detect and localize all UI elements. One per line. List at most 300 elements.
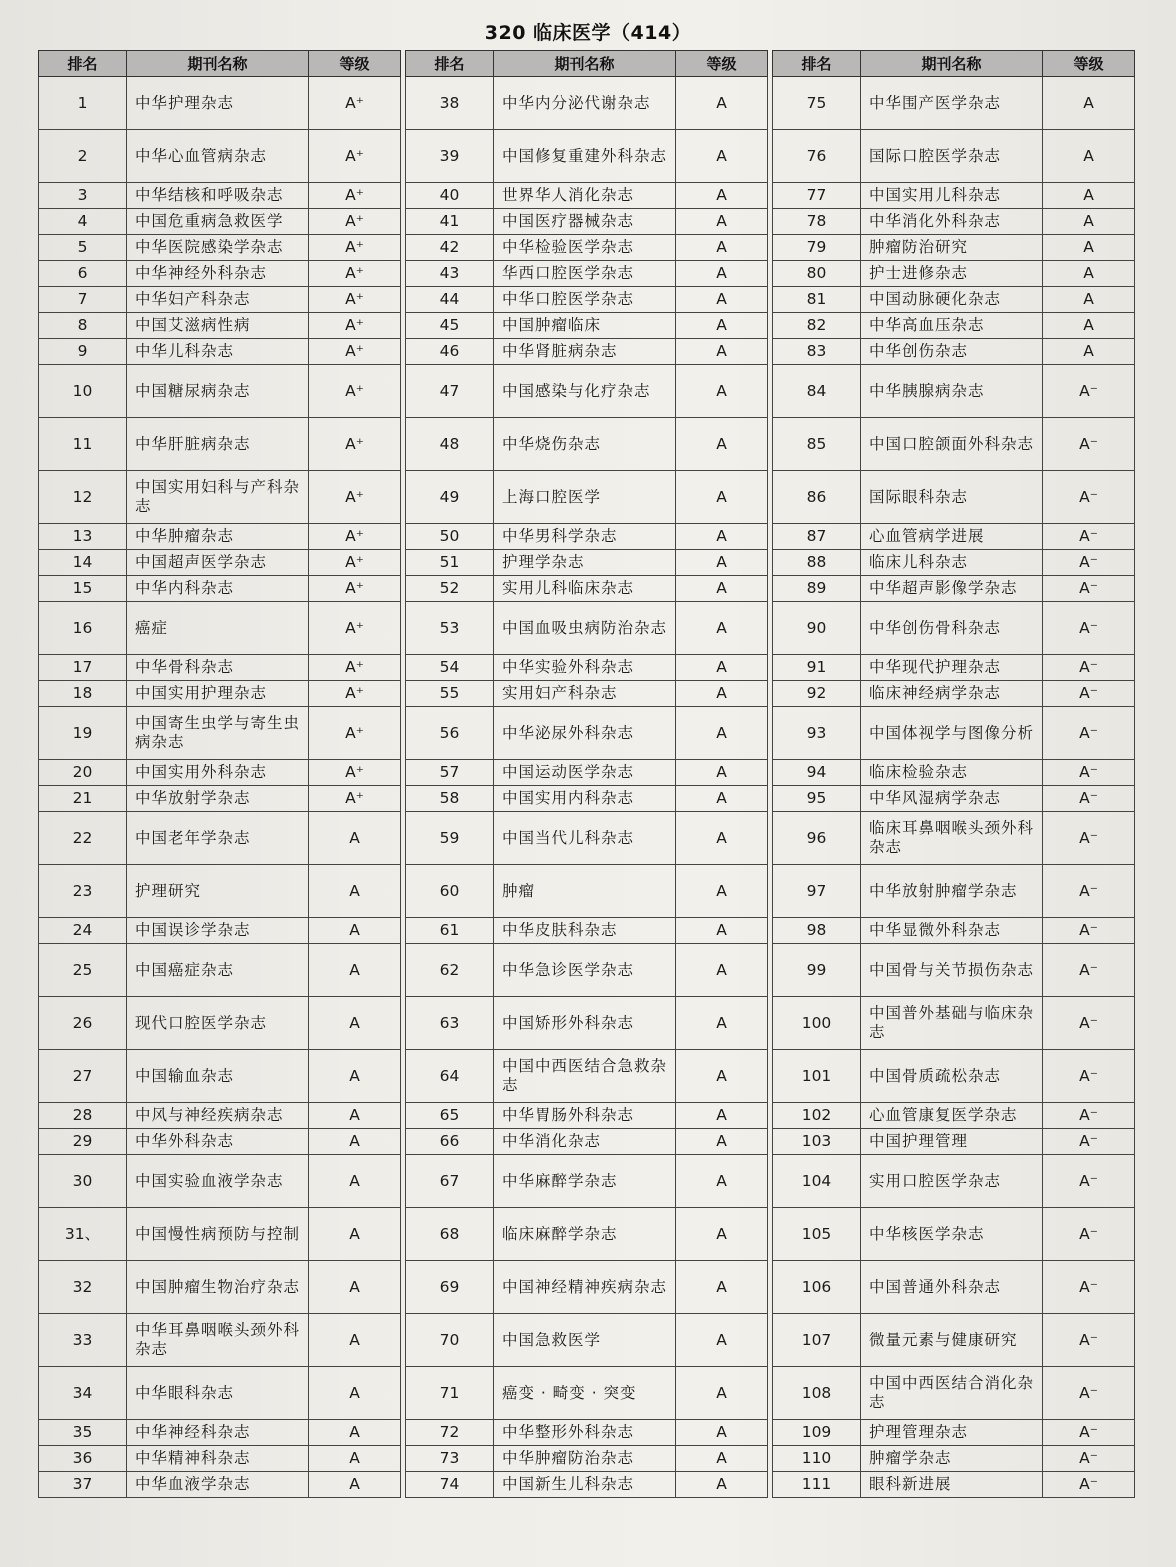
table-row: [39, 1367, 401, 1420]
journal-name-cell: 实用妇产科杂志: [494, 681, 676, 707]
table-row: [406, 1420, 768, 1446]
rank-cell: 17: [39, 655, 127, 681]
grade-cell: A: [1043, 77, 1135, 130]
grade-cell: A⁻: [1043, 786, 1135, 812]
table-row: [39, 602, 401, 655]
rank-cell: 2: [39, 130, 127, 183]
table-row: [39, 576, 401, 602]
rank-cell: 48: [406, 418, 494, 471]
table-row: [406, 183, 768, 209]
grade-cell: A⁺: [309, 339, 401, 365]
journal-name-cell: 临床儿科杂志: [861, 550, 1043, 576]
grade-cell: A: [676, 655, 768, 681]
table-row: [773, 524, 1135, 550]
rank-cell: 98: [773, 918, 861, 944]
grade-cell: A: [309, 1367, 401, 1420]
journal-name-cell: 肿瘤: [494, 865, 676, 918]
table-row: [773, 707, 1135, 760]
journal-name-cell: 中华风湿病学杂志: [861, 786, 1043, 812]
journal-name-cell: 中国急救医学: [494, 1314, 676, 1367]
journal-name-cell: 肿瘤防治研究: [861, 235, 1043, 261]
grade-cell: A: [676, 550, 768, 576]
table-row: [406, 865, 768, 918]
grade-cell: A⁺: [309, 655, 401, 681]
grade-cell: A⁺: [309, 524, 401, 550]
grade-cell: A⁺: [309, 471, 401, 524]
grade-cell: A⁻: [1043, 1155, 1135, 1208]
grade-cell: A⁺: [309, 681, 401, 707]
grade-cell: A: [309, 1472, 401, 1498]
journal-name-cell: 眼科新进展: [861, 1472, 1043, 1498]
grade-cell: A: [676, 130, 768, 183]
grade-cell: A: [309, 1420, 401, 1446]
table-row: [773, 235, 1135, 261]
table-row: [406, 550, 768, 576]
journal-name-cell: 肿瘤学杂志: [861, 1446, 1043, 1472]
rank-cell: 70: [406, 1314, 494, 1367]
table-row: [39, 524, 401, 550]
table-row: [406, 997, 768, 1050]
journal-name-cell: 中国感染与化疗杂志: [494, 365, 676, 418]
table-row: [406, 1103, 768, 1129]
rank-cell: 56: [406, 707, 494, 760]
rank-cell: 62: [406, 944, 494, 997]
table-row: [773, 1050, 1135, 1103]
grade-cell: A⁻: [1043, 681, 1135, 707]
grade-cell: A⁻: [1043, 602, 1135, 655]
grade-cell: A: [676, 339, 768, 365]
rank-cell: 39: [406, 130, 494, 183]
table-row: [406, 130, 768, 183]
table-row: [39, 313, 401, 339]
journal-name-cell: 中国护理管理: [861, 1129, 1043, 1155]
table-row: [39, 707, 401, 760]
journal-name-cell: 中华神经外科杂志: [127, 261, 309, 287]
rank-cell: 63: [406, 997, 494, 1050]
grade-cell: A⁻: [1043, 1472, 1135, 1498]
grade-cell: A⁺: [309, 707, 401, 760]
journal-name-cell: 上海口腔医学: [494, 471, 676, 524]
grade-cell: A: [676, 235, 768, 261]
grade-cell: A: [1043, 183, 1135, 209]
journal-name-cell: 中华神经科杂志: [127, 1420, 309, 1446]
journal-name-cell: 中国当代儿科杂志: [494, 812, 676, 865]
rank-cell: 10: [39, 365, 127, 418]
table-row: [773, 1314, 1135, 1367]
rank-cell: 102: [773, 1103, 861, 1129]
rank-cell: 80: [773, 261, 861, 287]
journal-name-cell: 临床神经病学杂志: [861, 681, 1043, 707]
rank-cell: 81: [773, 287, 861, 313]
table-row: [773, 1446, 1135, 1472]
rank-cell: 19: [39, 707, 127, 760]
table-row: [406, 313, 768, 339]
table-row: [773, 997, 1135, 1050]
journal-name-cell: 中华实验外科杂志: [494, 655, 676, 681]
journal-name-cell: 实用儿科临床杂志: [494, 576, 676, 602]
grade-cell: A⁺: [309, 760, 401, 786]
table-row: [773, 918, 1135, 944]
rank-cell: 59: [406, 812, 494, 865]
rank-cell: 97: [773, 865, 861, 918]
grade-cell: A: [676, 602, 768, 655]
rank-cell: 46: [406, 339, 494, 365]
rank-cell: 20: [39, 760, 127, 786]
table-row: [773, 760, 1135, 786]
rank-cell: 45: [406, 313, 494, 339]
journal-name-cell: 中国实用外科杂志: [127, 760, 309, 786]
grade-cell: A: [676, 1050, 768, 1103]
journal-name-cell: 中华医院感染学杂志: [127, 235, 309, 261]
table-row: [39, 760, 401, 786]
rank-cell: 1: [39, 77, 127, 130]
journal-name-cell: 中国糖尿病杂志: [127, 365, 309, 418]
rank-cell: 43: [406, 261, 494, 287]
rank-cell: 109: [773, 1420, 861, 1446]
rank-cell: 88: [773, 550, 861, 576]
journal-name-cell: 中国实用妇科与产科杂志: [127, 471, 309, 524]
grade-cell: A⁺: [309, 261, 401, 287]
rank-cell: 12: [39, 471, 127, 524]
rank-cell: 99: [773, 944, 861, 997]
grade-cell: A: [676, 760, 768, 786]
table-row: [773, 1208, 1135, 1261]
rank-cell: 55: [406, 681, 494, 707]
table-row: [406, 1367, 768, 1420]
journal-name-cell: 中华男科学杂志: [494, 524, 676, 550]
table-row: [406, 1446, 768, 1472]
table-row: [406, 681, 768, 707]
journal-name-cell: 中华消化杂志: [494, 1129, 676, 1155]
journal-name-cell: 中国神经精神疾病杂志: [494, 1261, 676, 1314]
table-row: [39, 1261, 401, 1314]
rank-cell: 16: [39, 602, 127, 655]
rank-cell: 14: [39, 550, 127, 576]
journal-name-cell: 护理管理杂志: [861, 1420, 1043, 1446]
journal-name-cell: 中国普外基础与临床杂志: [861, 997, 1043, 1050]
grade-cell: A: [676, 183, 768, 209]
table-row: [773, 865, 1135, 918]
grade-cell: A⁻: [1043, 1261, 1135, 1314]
journal-ranking-table: [38, 50, 1142, 1498]
table-row: [773, 339, 1135, 365]
table-row: [39, 130, 401, 183]
grade-cell: A: [676, 707, 768, 760]
grade-cell: A⁺: [309, 576, 401, 602]
rank-cell: 36: [39, 1446, 127, 1472]
journal-name-cell: 中华内分泌代谢杂志: [494, 77, 676, 130]
table-row: [39, 812, 401, 865]
journal-name-cell: 中华创伤骨科杂志: [861, 602, 1043, 655]
table-row: [406, 471, 768, 524]
grade-cell: A⁻: [1043, 1129, 1135, 1155]
table-row: [406, 261, 768, 287]
journal-name-cell: 中国骨质疏松杂志: [861, 1050, 1043, 1103]
journal-name-cell: 中华显微外科杂志: [861, 918, 1043, 944]
table-row: [406, 812, 768, 865]
table-row: [39, 1420, 401, 1446]
grade-cell: A: [676, 524, 768, 550]
table-row: [406, 1261, 768, 1314]
journal-name-cell: 癌变 · 畸变 · 突变: [494, 1367, 676, 1420]
rank-cell: 105: [773, 1208, 861, 1261]
table-row: [39, 287, 401, 313]
rank-cell: 61: [406, 918, 494, 944]
rank-cell: 75: [773, 77, 861, 130]
rank-cell: 79: [773, 235, 861, 261]
page-title: 320 临床医学（414）: [484, 22, 692, 44]
journal-name-cell: 中国寄生虫学与寄生虫病杂志: [127, 707, 309, 760]
table-row: [39, 865, 401, 918]
journal-name-cell: 临床耳鼻咽喉头颈外科杂志: [861, 812, 1043, 865]
table-row: [39, 209, 401, 235]
journal-name-cell: 中风与神经疾病杂志: [127, 1103, 309, 1129]
table-row: [773, 130, 1135, 183]
journal-name-cell: 中国实用内科杂志: [494, 786, 676, 812]
table-row: [406, 760, 768, 786]
rank-cell: 67: [406, 1155, 494, 1208]
grade-cell: A: [676, 918, 768, 944]
grade-cell: A⁻: [1043, 944, 1135, 997]
rank-cell: 27: [39, 1050, 127, 1103]
grade-cell: A: [676, 997, 768, 1050]
journal-name-cell: 现代口腔医学杂志: [127, 997, 309, 1050]
table-row: [406, 602, 768, 655]
grade-cell: A: [676, 313, 768, 339]
rank-cell: 101: [773, 1050, 861, 1103]
table-row: [39, 1472, 401, 1498]
header-grade: 等级: [1043, 51, 1135, 77]
journal-name-cell: 中国新生儿科杂志: [494, 1472, 676, 1498]
rank-cell: 11: [39, 418, 127, 471]
journal-name-cell: 中华胃肠外科杂志: [494, 1103, 676, 1129]
rank-cell: 100: [773, 997, 861, 1050]
journal-name-cell: 中国输血杂志: [127, 1050, 309, 1103]
journal-name-cell: 中华肿瘤杂志: [127, 524, 309, 550]
table-row: [406, 1155, 768, 1208]
rank-cell: 78: [773, 209, 861, 235]
grade-cell: A: [676, 77, 768, 130]
table-row: [39, 944, 401, 997]
grade-cell: A: [676, 812, 768, 865]
rank-cell: 111: [773, 1472, 861, 1498]
grade-cell: A⁺: [309, 365, 401, 418]
table-row: [39, 1103, 401, 1129]
journal-name-cell: 世界华人消化杂志: [494, 183, 676, 209]
table-row: [406, 944, 768, 997]
journal-name-cell: 中国危重病急救医学: [127, 209, 309, 235]
rank-cell: 7: [39, 287, 127, 313]
header-rank: 排名: [773, 51, 861, 77]
grade-cell: A: [676, 786, 768, 812]
rank-cell: 40: [406, 183, 494, 209]
table-row: [773, 1155, 1135, 1208]
journal-name-cell: 中华精神科杂志: [127, 1446, 309, 1472]
grade-cell: A: [676, 365, 768, 418]
header-grade: 等级: [309, 51, 401, 77]
rank-cell: 31、: [39, 1208, 127, 1261]
rank-cell: 85: [773, 418, 861, 471]
table-row: [39, 261, 401, 287]
grade-cell: A: [1043, 339, 1135, 365]
grade-cell: A⁻: [1043, 655, 1135, 681]
rank-cell: 96: [773, 812, 861, 865]
grade-cell: A⁻: [1043, 418, 1135, 471]
journal-name-cell: 中国矫形外科杂志: [494, 997, 676, 1050]
grade-cell: A⁻: [1043, 1314, 1135, 1367]
journal-name-cell: 中华肾脏病杂志: [494, 339, 676, 365]
rank-cell: 58: [406, 786, 494, 812]
journal-name-cell: 国际口腔医学杂志: [861, 130, 1043, 183]
rank-cell: 89: [773, 576, 861, 602]
journal-name-cell: 中国口腔颌面外科杂志: [861, 418, 1043, 471]
table-block-3: [772, 50, 1135, 1498]
grade-cell: A: [1043, 130, 1135, 183]
journal-name-cell: 中国艾滋病性病: [127, 313, 309, 339]
rank-cell: 22: [39, 812, 127, 865]
grade-cell: A: [1043, 313, 1135, 339]
rank-cell: 5: [39, 235, 127, 261]
grade-cell: A: [309, 1314, 401, 1367]
grade-cell: A⁺: [309, 77, 401, 130]
journal-name-cell: 中华护理杂志: [127, 77, 309, 130]
grade-cell: A⁺: [309, 602, 401, 655]
journal-name-cell: 中华围产医学杂志: [861, 77, 1043, 130]
header-journal-name: 期刊名称: [494, 51, 676, 77]
grade-cell: A⁻: [1043, 550, 1135, 576]
journal-name-cell: 中华骨科杂志: [127, 655, 309, 681]
journal-name-cell: 国际眼科杂志: [861, 471, 1043, 524]
rank-cell: 23: [39, 865, 127, 918]
grade-cell: A: [676, 1314, 768, 1367]
table-row: [773, 550, 1135, 576]
table-row: [39, 1155, 401, 1208]
rank-cell: 28: [39, 1103, 127, 1129]
header-rank: 排名: [39, 51, 127, 77]
grade-cell: A⁻: [1043, 1420, 1135, 1446]
grade-cell: A: [676, 865, 768, 918]
table-row: [406, 576, 768, 602]
table-row: [39, 1050, 401, 1103]
rank-cell: 26: [39, 997, 127, 1050]
rank-cell: 32: [39, 1261, 127, 1314]
grade-cell: A⁻: [1043, 576, 1135, 602]
table-row: [39, 365, 401, 418]
journal-name-cell: 中国肿瘤生物治疗杂志: [127, 1261, 309, 1314]
grade-cell: A⁻: [1043, 997, 1135, 1050]
journal-name-cell: 中华麻醉学杂志: [494, 1155, 676, 1208]
grade-cell: A⁻: [1043, 1367, 1135, 1420]
grade-cell: A⁻: [1043, 812, 1135, 865]
journal-name-cell: 临床检验杂志: [861, 760, 1043, 786]
journal-name-cell: 中国癌症杂志: [127, 944, 309, 997]
rank-cell: 21: [39, 786, 127, 812]
table-row: [406, 1050, 768, 1103]
journal-name-cell: 中国动脉硬化杂志: [861, 287, 1043, 313]
journal-name-cell: 中华创伤杂志: [861, 339, 1043, 365]
journal-name-cell: 中华高血压杂志: [861, 313, 1043, 339]
rank-cell: 47: [406, 365, 494, 418]
rank-cell: 44: [406, 287, 494, 313]
rank-cell: 94: [773, 760, 861, 786]
rank-cell: 38: [406, 77, 494, 130]
journal-name-cell: 心血管康复医学杂志: [861, 1103, 1043, 1129]
grade-cell: A: [309, 1103, 401, 1129]
table-row: [773, 471, 1135, 524]
rank-cell: 68: [406, 1208, 494, 1261]
grade-cell: A: [676, 1208, 768, 1261]
table-row: [406, 365, 768, 418]
rank-cell: 4: [39, 209, 127, 235]
table-row: [773, 1261, 1135, 1314]
grade-cell: A: [309, 865, 401, 918]
rank-cell: 104: [773, 1155, 861, 1208]
grade-cell: A⁻: [1043, 760, 1135, 786]
rank-cell: 54: [406, 655, 494, 681]
table-row: [773, 944, 1135, 997]
rank-cell: 108: [773, 1367, 861, 1420]
grade-cell: A: [309, 918, 401, 944]
table-row: [39, 77, 401, 130]
journal-name-cell: 中华胰腺病杂志: [861, 365, 1043, 418]
rank-cell: 24: [39, 918, 127, 944]
table-row: [773, 313, 1135, 339]
grade-cell: A⁻: [1043, 865, 1135, 918]
grade-cell: A: [676, 1367, 768, 1420]
journal-name-cell: 中华心血管病杂志: [127, 130, 309, 183]
grade-cell: A: [309, 1050, 401, 1103]
table-row: [39, 339, 401, 365]
rank-cell: 91: [773, 655, 861, 681]
rank-cell: 66: [406, 1129, 494, 1155]
rank-cell: 92: [773, 681, 861, 707]
table-block-2: [405, 50, 768, 1498]
rank-cell: 60: [406, 865, 494, 918]
journal-name-cell: 中华肿瘤防治杂志: [494, 1446, 676, 1472]
rank-cell: 6: [39, 261, 127, 287]
table-row: [773, 1129, 1135, 1155]
journal-name-cell: 中华现代护理杂志: [861, 655, 1043, 681]
journal-name-cell: 中华泌尿外科杂志: [494, 707, 676, 760]
rank-cell: 72: [406, 1420, 494, 1446]
rank-cell: 29: [39, 1129, 127, 1155]
journal-name-cell: 中国普通外科杂志: [861, 1261, 1043, 1314]
table-row: [406, 235, 768, 261]
journal-name-cell: 中华肝脏病杂志: [127, 418, 309, 471]
rank-cell: 13: [39, 524, 127, 550]
journal-name-cell: 中华超声影像学杂志: [861, 576, 1043, 602]
rank-cell: 107: [773, 1314, 861, 1367]
table-row: [773, 1420, 1135, 1446]
rank-cell: 73: [406, 1446, 494, 1472]
journal-name-cell: 护理学杂志: [494, 550, 676, 576]
table-row: [773, 183, 1135, 209]
journal-name-cell: 中国中西医结合消化杂志: [861, 1367, 1043, 1420]
header-journal-name: 期刊名称: [127, 51, 309, 77]
table-row: [39, 183, 401, 209]
header-grade: 等级: [676, 51, 768, 77]
table-row: [773, 418, 1135, 471]
grade-cell: A: [309, 944, 401, 997]
rank-cell: 110: [773, 1446, 861, 1472]
rank-cell: 71: [406, 1367, 494, 1420]
journal-name-cell: 中国血吸虫病防治杂志: [494, 602, 676, 655]
rank-cell: 52: [406, 576, 494, 602]
grade-cell: A: [676, 209, 768, 235]
grade-cell: A: [676, 1155, 768, 1208]
rank-cell: 33: [39, 1314, 127, 1367]
rank-cell: 95: [773, 786, 861, 812]
